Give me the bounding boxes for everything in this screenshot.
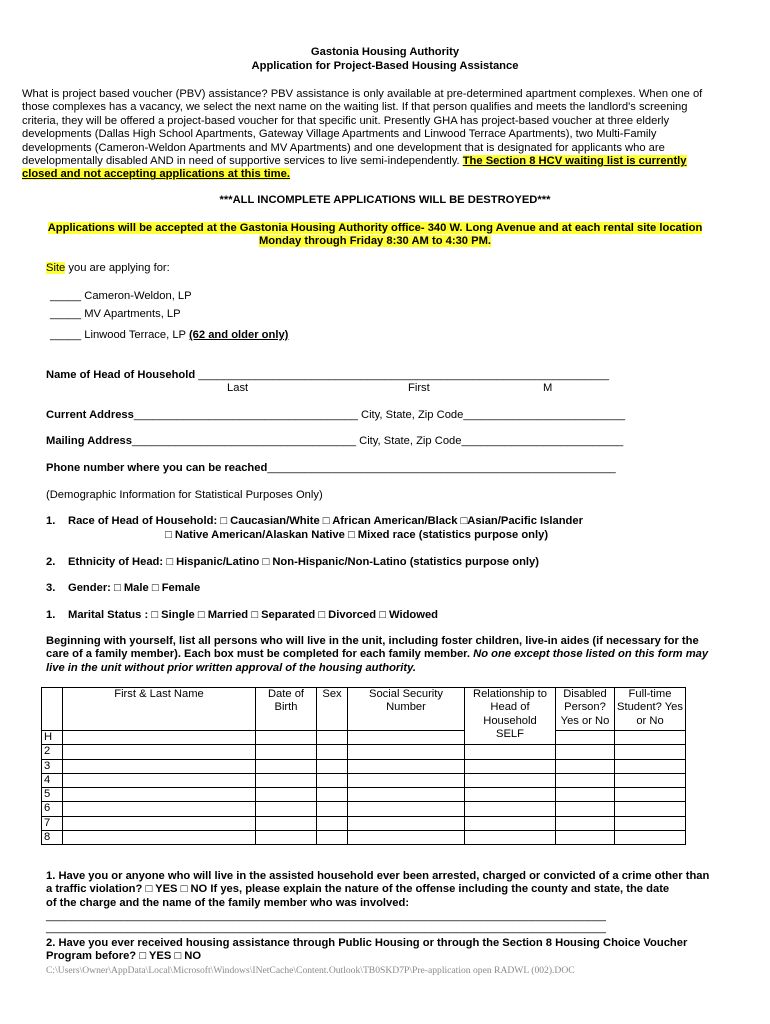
race-question[interactable]: Race of Head of Household: □ Caucasian/White □ African American/Black □Asian/Pacific Islander bbox=[68, 515, 583, 527]
table-row[interactable] bbox=[42, 773, 686, 787]
assistance-question[interactable]: 2. Have you ever received housing assistance through Public Housing or through the Section 8 Housing Choice Voucher Program before? □ YES □ NO bbox=[46, 937, 688, 963]
intro-line: What is project based voucher (PBV) assistance? PBV assistance is only available at pre-determined apartment complexes. When one of bbox=[22, 88, 703, 100]
hcv-notice: The Section 8 HCV waiting list is currently bbox=[462, 155, 687, 168]
site-option-mv-apartments[interactable]: _____ MV Apartments, LP bbox=[50, 308, 181, 320]
accepted-line1: Applications will be accepted at the Gastonia Housing Authority office- 340 W. Long Avenue and at each rental site location bbox=[47, 222, 703, 234]
intro-line: criteria, they will be offered a project-based voucher for that specific unit. Presently GHA has project-based voucher at three elderly bbox=[22, 114, 670, 127]
marital-num: 1. bbox=[46, 609, 56, 621]
table-row[interactable] bbox=[42, 731, 686, 745]
site-option-cameron-weldon[interactable]: _____ Cameron-Weldon, LP bbox=[50, 290, 192, 302]
table-row[interactable] bbox=[42, 816, 686, 830]
intro-paragraph bbox=[22, 88, 752, 182]
intro-line: developments (Cameron-Weldon Apartments and MV Apartments) and one development that is designated for applicants who are bbox=[22, 141, 665, 154]
name-sub-last: Last bbox=[227, 382, 249, 394]
col-student: Full-time Student? Yes or No bbox=[615, 688, 686, 731]
row-label: 7 bbox=[42, 816, 63, 830]
name-hoh-field[interactable]: Name of Head of Household __________________________________________________________________ bbox=[46, 369, 609, 381]
intro-line: those complexes has a vacancy, we select the next name on the waiting list. If that person qualifies and meets the landlord's screening bbox=[22, 101, 688, 114]
race-question-cont[interactable]: □ Native American/Alaskan Native □ Mixed race (statistics purpose only) bbox=[165, 529, 549, 541]
crime-answer-line-2[interactable]: __________________________________________________________________________________________ bbox=[46, 922, 606, 934]
gender-num: 3. bbox=[46, 582, 56, 594]
accepted-notice bbox=[0, 222, 750, 249]
marital-question[interactable]: Marital Status : □ Single □ Married □ Separated □ Divorced □ Widowed bbox=[68, 609, 439, 621]
race-num: 1. bbox=[46, 515, 56, 527]
site-option-linwood-terrace[interactable]: _____ Linwood Terrace, LP (62 and older only) bbox=[50, 329, 289, 341]
row-label: 8 bbox=[42, 831, 63, 845]
self-label: SELF bbox=[496, 727, 524, 740]
intro-line: developments (Dallas High School Apartments, Gateway Village Apartments and Linwood Terrace Apartments), two Multi-Family bbox=[22, 128, 657, 141]
table-header-row bbox=[42, 688, 686, 731]
phone-field[interactable]: Phone number where you can be reached________________________________________________________ bbox=[46, 462, 616, 474]
ethnicity-num: 2. bbox=[46, 556, 56, 568]
table-row[interactable] bbox=[42, 759, 686, 773]
table-row[interactable] bbox=[42, 831, 686, 845]
row-label: H bbox=[42, 731, 63, 745]
accepted-line2: Monday through Friday 8:30 AM to 4:30 PM. bbox=[258, 235, 492, 248]
mailing-address-field[interactable]: Mailing Address____________________________________ City, State, Zip Code__________________________ bbox=[46, 435, 624, 447]
gender-question[interactable]: Gender: □ Male □ Female bbox=[68, 582, 201, 594]
household-intro: Beginning with yourself, list all persons who will live in the unit, including foster children, live-in aides (if necessary for the care of a family member). Each box must be completed for each family member. No one except those listed on this form may live in the unit without prior written approval of the housing authority. bbox=[46, 635, 709, 674]
col-relationship: Relationship to Head of Household SELF bbox=[465, 688, 556, 745]
col-dob: Date of Birth bbox=[256, 688, 317, 731]
name-sub-first: First bbox=[408, 382, 430, 394]
row-label: 2 bbox=[42, 745, 63, 759]
row-label: 3 bbox=[42, 759, 63, 773]
crime-question[interactable]: 1. Have you or anyone who will live in the assisted household ever been arrested, charged or convicted of a crime other than a traffic violation? □ YES □ NO If yes, please explain the nature of the offense including the county and state, the date of the charge and the name of the family member who was involved: bbox=[46, 870, 710, 909]
incomplete-warning: ***ALL INCOMPLETE APPLICATIONS WILL BE DESTROYED*** bbox=[219, 194, 551, 206]
row-label: 5 bbox=[42, 788, 63, 802]
household-table bbox=[41, 687, 686, 845]
org-name: Gastonia Housing Authority bbox=[310, 46, 460, 58]
hcv-notice-cont: closed and not accepting applications at this time. bbox=[22, 168, 290, 181]
table-row[interactable] bbox=[42, 788, 686, 802]
table-row[interactable] bbox=[42, 802, 686, 816]
row-label: 6 bbox=[42, 802, 63, 816]
col-name: First & Last Name bbox=[63, 688, 256, 731]
col-ssn: Social Security Number bbox=[348, 688, 465, 731]
col-sex: Sex bbox=[317, 688, 348, 731]
form-title: Application for Project-Based Housing Assistance bbox=[251, 60, 519, 72]
footer-file-path: C:\Users\Owner\AppData\Local\Microsoft\Windows\INetCache\Content.Outlook\TB0SKD7P\Pre-application open RADWL (002).DOC bbox=[46, 965, 575, 976]
intro-line bbox=[22, 168, 752, 181]
name-sub-m: M bbox=[543, 382, 553, 394]
site-label: Site you are applying for: bbox=[46, 262, 170, 274]
current-address-field[interactable]: Current Address____________________________________ City, State, Zip Code__________________________ bbox=[46, 409, 626, 421]
table-row[interactable] bbox=[42, 745, 686, 759]
demographic-note: (Demographic Information for Statistical Purposes Only) bbox=[46, 489, 323, 501]
row-label: 4 bbox=[42, 773, 63, 787]
col-disabled: Disabled Person? Yes or No bbox=[556, 688, 615, 731]
ethnicity-question[interactable]: Ethnicity of Head: □ Hispanic/Latino □ Non-Hispanic/Non-Latino (statistics purpose only) bbox=[68, 556, 539, 568]
crime-answer-line[interactable]: __________________________________________________________________________________________ bbox=[46, 910, 606, 922]
intro-line-last: developmentally disabled AND in need of supportive services to live semi-independently. The Section 8 HCV waiting list is currently bbox=[22, 155, 687, 168]
